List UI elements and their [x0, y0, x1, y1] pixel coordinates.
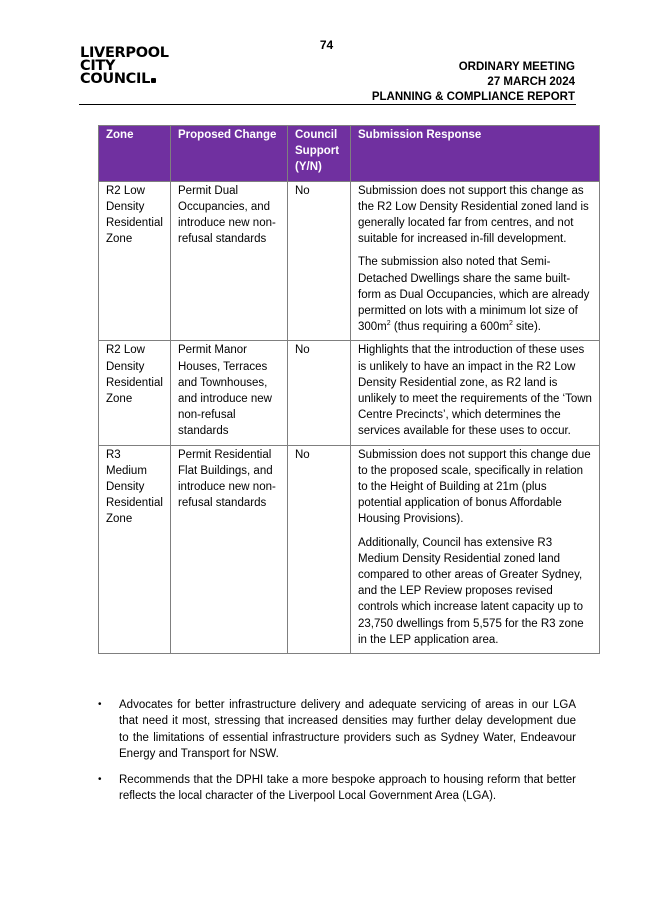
list-item — [98, 772, 576, 805]
cell-submission-response — [351, 341, 600, 445]
header-divider — [79, 104, 576, 105]
logo-line-3: COUNCIL — [80, 71, 151, 87]
response-paragraph — [358, 254, 593, 335]
logo-dot-icon — [151, 78, 156, 83]
response-paragraph: Highlights that the introduction of these uses is unlikely to have an impact in the R2 Low Density Residential zone, as R2 land is unlikely to meet the requirements of the ‘Town Centre Precincts’, which determines the services available for these uses to occur. — [358, 344, 592, 438]
cell-proposed-change: Permit Dual Occupancies, and introduce new non-refusal standards — [171, 181, 288, 341]
bullet-list — [98, 697, 576, 815]
superscript: 2 — [508, 320, 513, 328]
superscript: 2 — [386, 320, 391, 328]
table-row — [99, 445, 600, 653]
header-submission-response: Submission Response — [351, 126, 600, 182]
logo-line-3-wrap — [80, 73, 169, 86]
report-header — [372, 60, 575, 105]
cell-council-support: No — [288, 341, 351, 445]
cell-zone: R2 Low Density Residential Zone — [99, 341, 171, 445]
zone-submission-table — [98, 125, 600, 654]
table-row — [99, 181, 600, 341]
list-item — [98, 697, 576, 762]
header-zone: Zone — [99, 126, 171, 182]
cell-proposed-change: Permit Manor Houses, Terraces and Townhouses, and introduce new non-refusal standards — [171, 341, 288, 445]
table-row — [99, 341, 600, 445]
cell-proposed-change: Permit Residential Flat Buildings, and introduce new non-refusal standards — [171, 445, 288, 653]
cell-submission-response — [351, 445, 600, 653]
meeting-title: ORDINARY MEETING — [458, 61, 575, 73]
report-title: PLANNING & COMPLIANCE REPORT — [371, 91, 575, 103]
bullet-icon: • — [98, 774, 102, 786]
response-text: (thus requiring a 600m — [390, 321, 509, 334]
table-header-row — [99, 126, 600, 182]
response-paragraph: Submission does not support this change due to the proposed scale, specifically in relation to the Height of Building at 21m (plus potential application of bonus Affordable Housing Provisions). — [358, 448, 591, 526]
page-number: 74 — [319, 38, 334, 52]
response-text: The submission also noted that Semi-Detached Dwellings share the same built-form as Dual Occupancies, which are already permitted on lots with a minimum lot size of 300m — [358, 256, 590, 334]
council-logo — [80, 47, 169, 86]
logo-line-1: LIVERPOOL — [80, 45, 169, 61]
cell-zone: R2 Low Density Residential Zone — [99, 181, 171, 341]
response-paragraph: Submission does not support this change as the R2 Low Density Residential zoned land is generally located far from centres, and not suitable for increased in-fill development. — [358, 184, 589, 246]
cell-council-support: No — [288, 445, 351, 653]
cell-council-support: No — [288, 181, 351, 341]
header-proposed-change: Proposed Change — [171, 126, 288, 182]
bullet-text: Recommends that the DPHI take a more bespoke approach to housing reform that better reflects the local character of the Liverpool Local Government Area (LGA). — [119, 774, 576, 803]
logo-line-2: CITY — [80, 58, 116, 74]
meeting-date: 27 MARCH 2024 — [487, 76, 575, 88]
header-council-support: Council Support (Y/N) — [288, 126, 351, 182]
bullet-text: Advocates for better infrastructure delivery and adequate servicing of areas in our LGA that need it most, stressing that increased densities may further delay development due to the limitations of essential infrastructure providers such as Sydney Water, Endeavour Energy and Transport for NSW. — [119, 699, 576, 760]
cell-submission-response — [351, 181, 600, 341]
cell-zone: R3 Medium Density Residential Zone — [99, 445, 171, 653]
response-text: site). — [512, 321, 541, 334]
response-paragraph: Additionally, Council has extensive R3 Medium Density Residential zoned land compared to other areas of Greater Sydney, and the LEP Review proposes revised controls which increase latent capacity up to 23,750 dwellings from 5,575 for the R3 zone in the LEP application area. — [358, 536, 584, 646]
bullet-icon: • — [98, 699, 102, 710]
